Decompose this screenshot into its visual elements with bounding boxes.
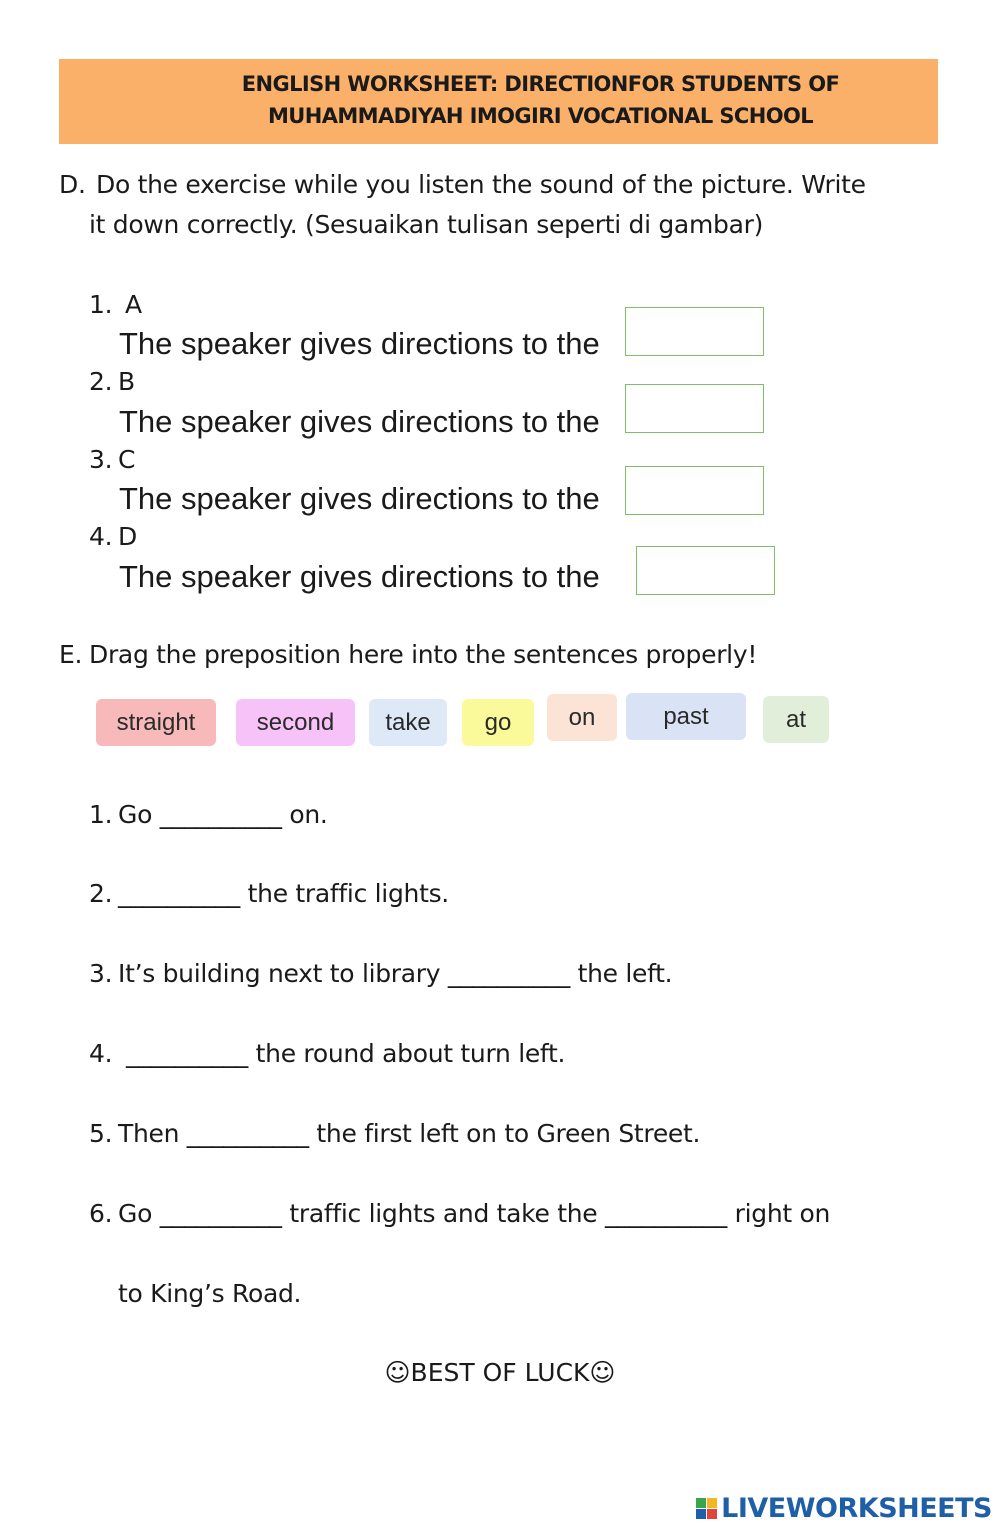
d-item-sentence: The speaker gives directions to the (119, 559, 600, 594)
chip-take[interactable]: take (369, 699, 447, 746)
section-d-label: D. (59, 170, 86, 199)
d-item-number: 1. (89, 290, 113, 319)
e-sentence-number: 3. (89, 959, 113, 988)
d-item-letter: A (125, 290, 142, 319)
chip-past[interactable]: past (626, 693, 746, 740)
header-title-line2: MUHAMMADIYAH IMOGIRI VOCATIONAL SCHOOL (268, 104, 813, 128)
liveworksheets-icon (696, 1498, 717, 1519)
e-sentence-continuation: to King’s Road. (118, 1279, 302, 1308)
e-sentence-number: 1. (89, 800, 113, 829)
e-sentence-text: Then __________ the first left on to Green Street. (118, 1119, 701, 1148)
chip-go[interactable]: go (462, 699, 534, 746)
e-sentence-text: __________ the traffic lights. (118, 879, 449, 908)
d-item-sentence: The speaker gives directions to the (119, 481, 600, 516)
e-sentence-number: 6. (89, 1199, 113, 1228)
section-e-label: E. (59, 640, 83, 669)
header-title-line1: ENGLISH WORKSHEET: DIRECTIONFOR STUDENTS OF (241, 72, 840, 96)
chip-on[interactable]: on (547, 694, 617, 741)
e-sentence-text: __________ the round about turn left. (126, 1039, 566, 1068)
e-sentence-text: Go __________ traffic lights and take the __________ right on (118, 1199, 831, 1228)
d-item-sentence: The speaker gives directions to the (119, 326, 600, 361)
section-e-instruction: Drag the preposition here into the sentences properly! (89, 640, 758, 669)
e-sentence-text: Go __________ on. (118, 800, 328, 829)
section-d-instruction-line1: Do the exercise while you listen the sound of the picture. Write (96, 170, 866, 199)
d-item-letter: C (118, 445, 136, 474)
closing-message: ☺BEST OF LUCK☺ (384, 1358, 616, 1387)
chip-straight[interactable]: straight (96, 699, 216, 746)
e-sentence-text: It’s building next to library __________ the left. (118, 959, 673, 988)
worksheet-header (59, 59, 938, 144)
d-answer-box-1[interactable] (625, 307, 764, 356)
d-item-number: 3. (89, 445, 113, 474)
d-item-number: 4. (89, 522, 113, 551)
section-d-instruction-line2: it down correctly. (Sesuaikan tulisan seperti di gambar) (89, 210, 764, 239)
d-answer-box-4[interactable] (636, 546, 775, 595)
d-item-letter: D (118, 522, 137, 551)
d-item-sentence: The speaker gives directions to the (119, 404, 600, 439)
chip-second[interactable]: second (236, 699, 355, 746)
brand-name: LIVEWORKSHEETS (721, 1493, 992, 1524)
d-item-letter: B (118, 367, 135, 396)
liveworksheets-logo[interactable] (696, 1493, 992, 1524)
e-sentence-number: 2. (89, 879, 113, 908)
chip-at[interactable]: at (763, 696, 829, 743)
d-answer-box-3[interactable] (625, 466, 764, 515)
e-sentence-number: 4. (89, 1039, 113, 1068)
d-answer-box-2[interactable] (625, 384, 764, 433)
e-sentence-number: 5. (89, 1119, 113, 1148)
d-item-number: 2. (89, 367, 113, 396)
